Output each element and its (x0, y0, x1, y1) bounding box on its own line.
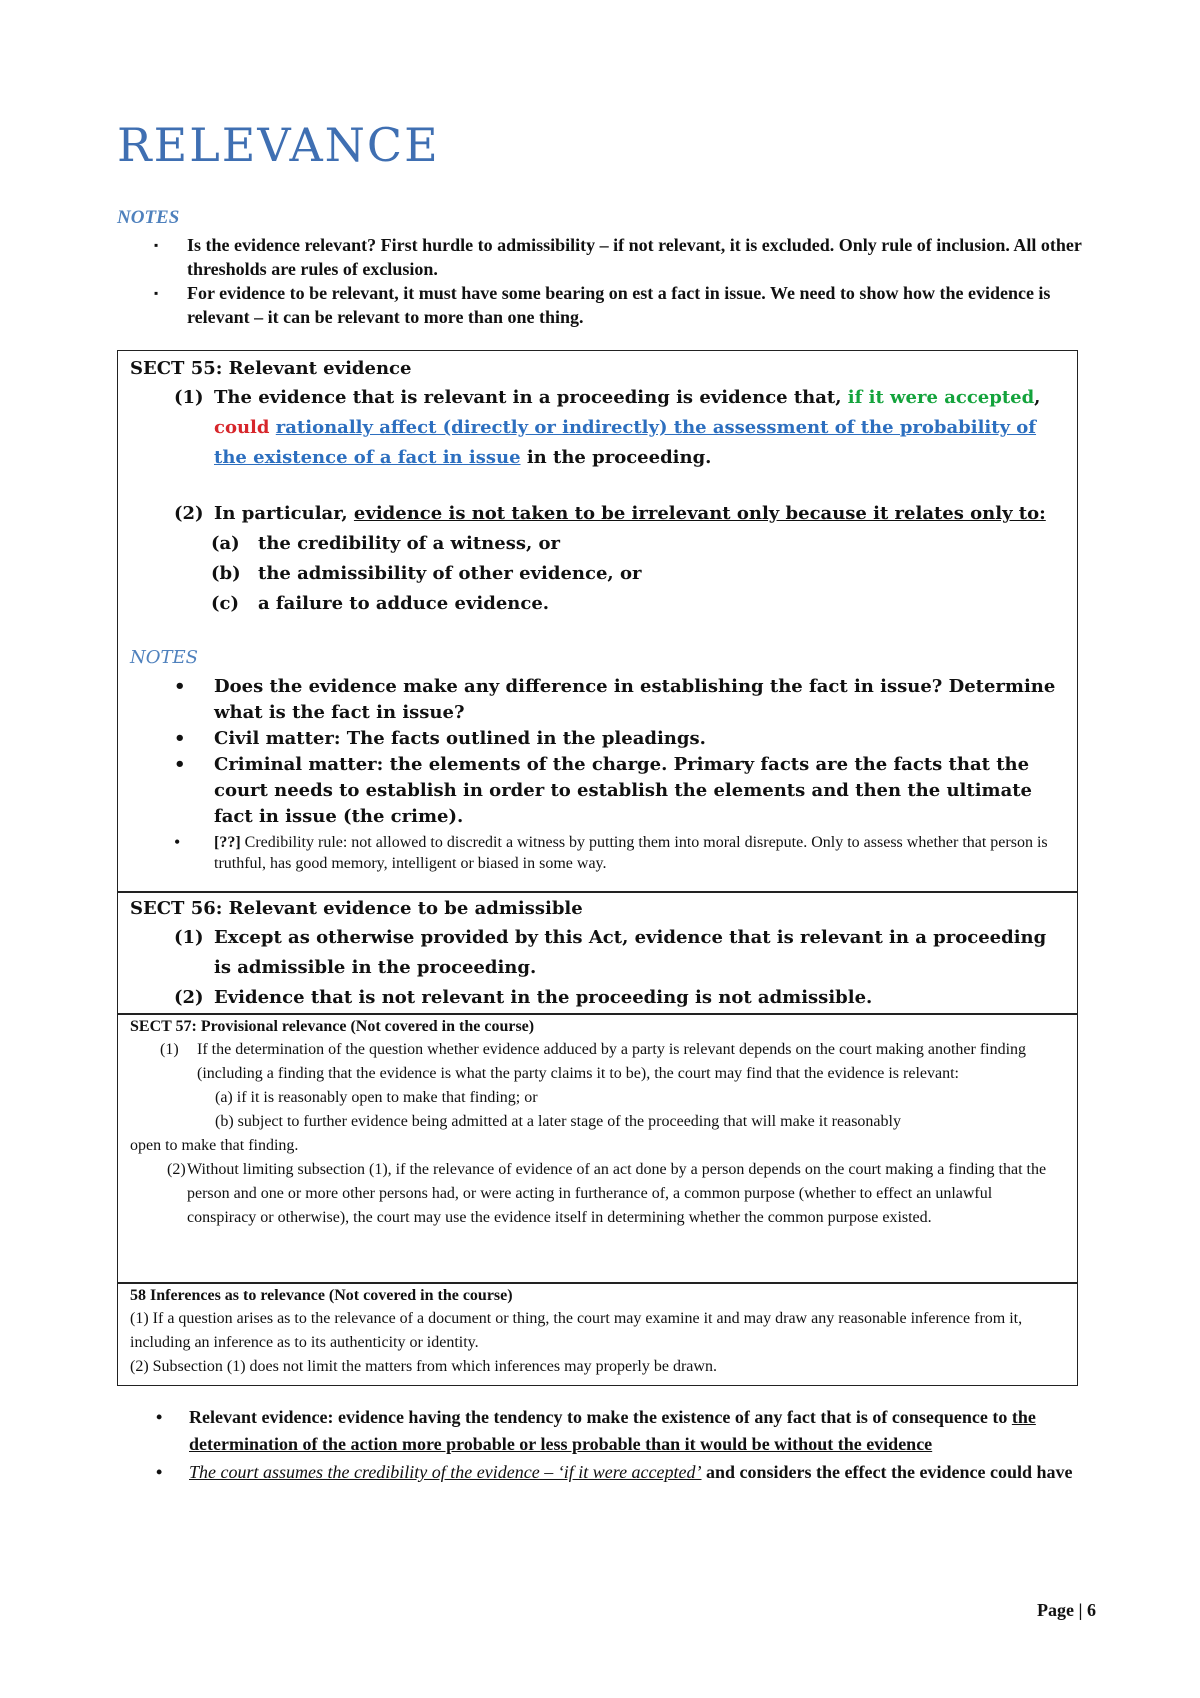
para-text: Except as otherwise provided by this Act, evidence that is relevant in a proceeding is admissible in the proceeding. (214, 927, 1047, 978)
para-text: If the determination of the question whether evidence adduced by a party is relevant depends on the court making another finding (including a finding that the evidence is what the party claims it to be), the court may find that the evidence is relevant: (197, 1041, 1027, 1082)
section-58-title: 58 Inferences as to relevance (Not covered in the course) (130, 1287, 513, 1304)
para-number: (2) (167, 1161, 186, 1178)
highlight-red: could (214, 417, 270, 438)
list-item: • Does the evidence make any difference in establishing the fact in issue? Determine what is the fact in issue? (130, 674, 1065, 726)
notes-heading: NOTES (117, 207, 180, 228)
para-number: (1) (174, 927, 204, 948)
section-58-para-2: (2) Subsection (1) does not limit the matters from which inferences may properly be drawn. (130, 1358, 717, 1375)
list-item (117, 1459, 1097, 1486)
para-text: Evidence that is not relevant in the proceeding is not admissible. (214, 987, 873, 1008)
subpara-c (130, 589, 1065, 619)
subpara-a (130, 529, 1065, 559)
list-item (130, 832, 1065, 874)
section-57-title: SECT 57: Provisional relevance (Not covered in the course) (130, 1018, 535, 1035)
list-item: • Civil matter: The facts outlined in the pleadings. (130, 726, 1065, 752)
section-55-notes-heading: NOTES (130, 647, 198, 668)
top-notes (117, 207, 1097, 329)
page-title: RELEVANCE (117, 118, 440, 172)
list-item: • Criminal matter: the elements of the charge. Primary facts are the facts that the court needs to establish in order to establish the elements and then the ultimate fact in issue (the crime). (130, 752, 1065, 830)
para-text: Without limiting subsection (1), if the relevance of evidence of an act done by a person depends on the court making a finding that the person and one or more other persons had, or were acting in furtherance of, a common purpose (whether to effect an unlawful conspiracy or otherwise), the court may use the evidence itself in determining whether the common purpose existed. (187, 1161, 1047, 1226)
section-57-para-2 (130, 1158, 1065, 1230)
bullet-text: Relevant evidence: evidence having the tendency to make the existence of any fact that is of consequence to (189, 1407, 1012, 1427)
section-56-box (117, 891, 1078, 1015)
list-item: ▪ Is the evidence relevant? First hurdle to admissibility – if not relevant, it is excluded. Only rule of inclusion. All other thresholds are rules of exclusion. (117, 233, 1097, 281)
section-56-para-1 (130, 923, 1065, 983)
note-text: Credibility rule: not allowed to discredit a witness by putting them into moral disrepute. Only to assess whether that person is truthful, has good memory, intelligent or biased in some way. (214, 834, 1048, 872)
section-55-title: SECT 55: Relevant evidence (130, 358, 412, 379)
page-number: Page | 6 (1037, 1600, 1096, 1620)
subpara-number: (b) (211, 563, 241, 584)
subpara-text: a failure to adduce evidence. (258, 593, 550, 614)
subpara-b (130, 559, 1065, 589)
subpara-b-continued: open to make that finding. (130, 1137, 299, 1154)
highlight-blue: rationally affect (directly or indirectly) the assessment of the probability of the existence of a fact in issue (214, 417, 1037, 468)
subpara-number: (a) (211, 533, 240, 554)
section-55-para-1 (130, 383, 1065, 473)
section-56-title: SECT 56: Relevant evidence to be admissible (130, 898, 583, 919)
subpara-a: (a) if it is reasonably open to make that finding; or (215, 1089, 538, 1106)
highlight-green: if it were accepted (847, 387, 1035, 408)
para-text: The evidence that is relevant in a proceeding is evidence that, (214, 387, 848, 408)
underlined-text: evidence is not taken to be irrelevant only because it relates only to: (353, 503, 1046, 524)
section-55-box (117, 350, 1078, 893)
bottom-notes (117, 1404, 1097, 1487)
para-number: (1) (160, 1041, 179, 1058)
section-57-para-1 (130, 1038, 1065, 1086)
top-notes-list (117, 233, 1097, 329)
para-number: (2) (174, 503, 204, 524)
para-text: in the proceeding. (520, 447, 712, 468)
section-58-para-1: (1) If a question arises as to the relevance of a document or thing, the court may examine it and may draw any reasonable inference from it, including an inference as to its authenticity or identity. (130, 1310, 1023, 1351)
para-text: In particular, (214, 503, 354, 524)
para-number: (1) (174, 387, 204, 408)
bullet-text: and considers the effect the evidence could have (701, 1462, 1073, 1482)
subpara-text: the admissibility of other evidence, or (258, 563, 642, 584)
underlined-text: the determination of the action more probable or less probable than it would be without the evidence (189, 1407, 1036, 1454)
section-55-notes (130, 674, 1065, 874)
section-56-para-2 (130, 983, 1065, 1013)
para-number: (2) (174, 987, 204, 1008)
italic-underlined-text: The court assumes the credibility of the evidence – ‘if it were accepted’ (189, 1462, 702, 1482)
list-item: ▪ For evidence to be relevant, it must have some bearing on est a fact in issue. We need to show how the evidence is relevant – it can be relevant to more than one thing. (117, 281, 1097, 329)
section-55-para-2 (130, 499, 1065, 529)
section-58-box (117, 1282, 1078, 1386)
subpara-b: (b) subject to further evidence being admitted at a later stage of the proceeding that will make it reasonably (215, 1113, 901, 1130)
para-text: , (1034, 387, 1041, 408)
subpara-number: (c) (211, 593, 239, 614)
bold-tag: [??] (214, 834, 241, 851)
subpara-text: the credibility of a witness, or (258, 533, 561, 554)
list-item (117, 1404, 1097, 1458)
section-57-box (117, 1013, 1078, 1284)
